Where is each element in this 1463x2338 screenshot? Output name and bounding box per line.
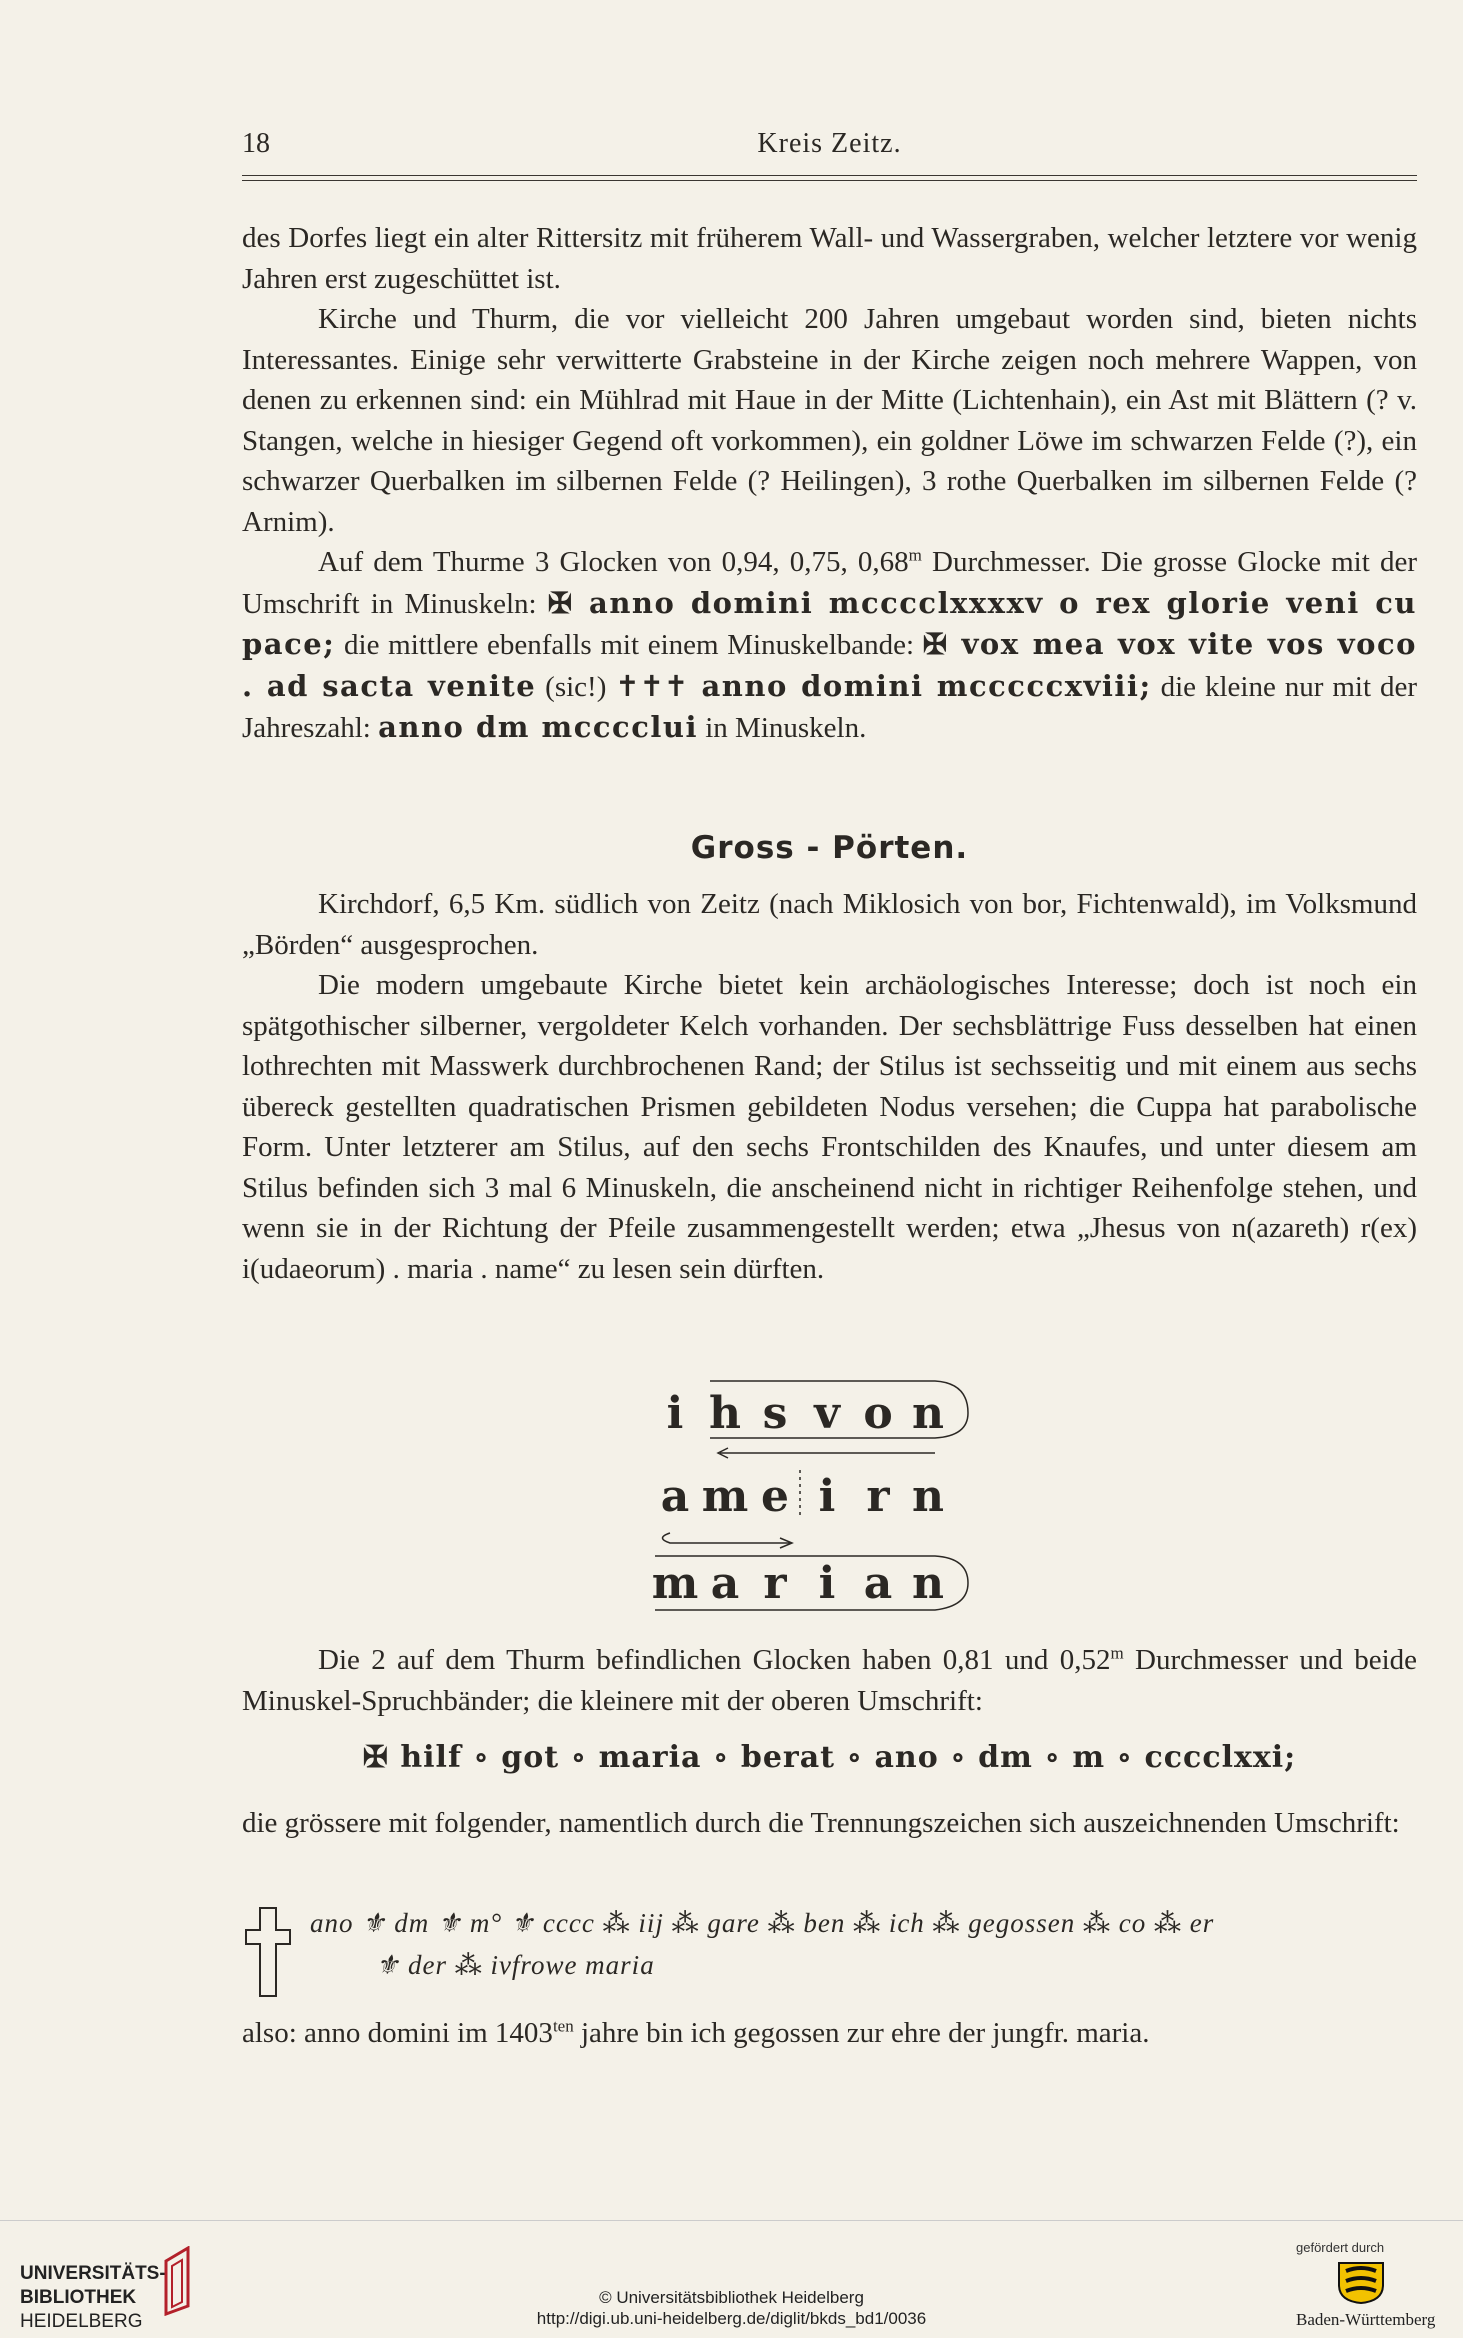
text-block-lower-2 — [242, 1803, 1417, 1844]
text-block-lower — [242, 1640, 1417, 1721]
text-block-middle — [242, 884, 1417, 1289]
inscription-large-bell-line-1: ano ⚜ dm ⚜ m° ⚜ cccc ⁂ iij ⁂ gare ⁂ ben ⁂ ich ⁂ gegossen ⁂ co ⁂ er — [310, 1908, 1215, 1938]
inscription-small-bell: ✠ hilf ∘ got ∘ maria ∘ berat ∘ ano ∘ dm ∘ m ∘ cccclxxi; — [362, 1740, 1297, 1775]
diagram-letter: a — [863, 1558, 893, 1609]
paragraph-4: Kirchdorf, 6,5 Km. südlich von Zeitz (nach Miklosich von bor, Fichtenwald), im Volksmund „Börden“ ausgesprochen. — [242, 888, 1417, 961]
diagram-letter: n — [912, 1388, 944, 1439]
source-url[interactable]: http://digi.ub.uni-heidelberg.de/diglit/bkds_bd1/0036 — [536, 2309, 927, 2328]
paragraph-7: die grössere mit folgender, namentlich durch die Trennungszeichen sich auszeichnenden Umschrift: — [242, 1807, 1400, 1839]
header-rule-thin — [242, 180, 1417, 181]
diagram-letter: h — [709, 1388, 741, 1439]
copyright-text: © Universitätsbibliothek Heidelberg — [599, 2288, 864, 2307]
state-emblem-icon — [1336, 2257, 1386, 2305]
diagram-letter: o — [863, 1388, 893, 1439]
diagram-letter: i — [666, 1388, 684, 1439]
text-block-final — [242, 2013, 1417, 2054]
diagram-letter: v — [814, 1388, 840, 1439]
page-header — [242, 128, 1417, 168]
minuscule-inscription-large-bell: ✠ anno domini mcccclxxxxv o rex glorie veni cu pace; — [242, 585, 1417, 661]
diagram-letter: r — [763, 1558, 787, 1609]
diagram-letter: n — [912, 1471, 944, 1522]
paragraph-8: also: anno domini im $1403^{ten}$ jahre bin ich gegossen zur ehre der jungfr. maria. — [242, 2016, 1150, 2049]
cross-icon — [244, 1906, 292, 1998]
text-block-upper — [242, 218, 1417, 749]
library-logo: UNIVERSITÄTS- BIBLIOTHEK HEIDELBERG — [20, 2263, 166, 2332]
section-heading: Gross - Pörten. — [690, 830, 969, 866]
diagram-letter: n — [912, 1558, 944, 1609]
header-rule — [242, 175, 1417, 176]
paragraph-5: Die modern umgebaute Kirche bietet kein archäologisches Interesse; doch ist noch ein spätgothischer silberner, vergoldeter Kelch vorhanden. Der sechsblättrige Fuss desselben hat einen lothrechten mit Masswerk durchbrochenen Rand; der Stilus ist sechsseitig und mit einem aus sechs übereck gestellten quadratischen Prismen gebildeten Nodus versehen; die Cuppa hat parabolische Form. Unter letzterer am Stilus, auf den sechs Frontschilden des Knaufes, und unter diesem am Stilus befinden sich 3 mal 6 Minuskeln, die anscheinend nicht in richtiger Reihenfolge stehen, und wenn sie in der Richtung der Pfeile zusammengestellt werden; etwa „Jhesus von n(azareth) r(ex) i(udaeorum) . maria . name“ zu lesen sein dürften. — [242, 969, 1417, 1285]
diagram-letter: i — [818, 1558, 836, 1609]
diagram-letter: s — [762, 1388, 788, 1439]
running-title: Kreis Zeitz. — [757, 128, 902, 159]
diagram-letter: a — [660, 1471, 690, 1522]
footer-rule — [0, 2220, 1463, 2221]
diagram-arrow-right — [663, 1533, 791, 1543]
minuscule-year: anno dm mcccclui — [378, 710, 698, 744]
paragraph-2: Kirche und Thurm, die vor vielleicht 200 Jahren umgebaut worden sind, bieten nichts Interessantes. Einige sehr verwitterte Grabsteine in der Kirche zeigen noch mehrere Wappen, von denen zu erkennen sind: ein Mühlrad mit Haue in der Mitte (Lichtenhain), ein Ast mit Blättern (? v. Stangen, welche in hiesiger Gegend oft vorkommen), ein goldner Löwe im schwarzen Felde (?), ein schwarzer Querbalken im silbernen Felde (? Heilingen), 3 rothe Querbalken im silbernen Felde (? Arnim). — [242, 303, 1417, 538]
inscription-large-bell-line-2: ⚜ der ⁂ ivfrowe maria — [375, 1950, 655, 1980]
triple-cross: ✝✝✝ — [615, 670, 689, 703]
diagram-letter: i — [818, 1471, 836, 1522]
diagram-letter: a — [710, 1558, 740, 1609]
funding-label: gefördert durch — [1296, 2240, 1385, 2255]
paragraph-1: des Dorfes liegt ein alter Rittersitz mit früherem Wall- und Wassergraben, welcher letztere vor wenig Jahren erst zugeschüttet ist. — [242, 222, 1417, 295]
diagram-letter: r — [866, 1471, 890, 1522]
diagram-letter: m — [651, 1558, 699, 1609]
paragraph-6: Die 2 auf dem Thurm befindlichen Glocken haben 0,81 und 0,52$^m$ Durchmesser und beide Minuskel-Spruchbänder; die kleinere mit der oberen Umschrift: — [242, 1643, 1417, 1717]
funder-name: Baden-Württemberg — [1296, 2310, 1436, 2329]
minuscule-diagram — [650, 1378, 980, 1618]
page-number: 18 — [242, 128, 270, 159]
diagram-letter: e — [761, 1471, 789, 1522]
minuscule-inscription-middle-bell: ✠ vox mea vox vite vos voco . ad sacta venite — [242, 627, 1417, 703]
paragraph-3: Auf dem Thurme 3 Glocken von 0,94, 0,75, 0,68$^m$ Durchmesser. Die grosse Glocke mit der Umschrift in Minuskeln: ✠ anno domini mcccclxxxxv o rex glorie veni cu pace; die mittlere ebenfalls mit einem Minuskelbande: ✠ vox mea vox vite vos voco . ad sacta venite (sic!) ✝✝✝ anno domini mcccccxviii; die kleine nur mit der Jahreszahl: anno dm mcccclui in Minuskeln. — [242, 545, 1417, 744]
copyright-notice — [0, 2287, 1463, 2329]
diagram-letter: m — [701, 1471, 749, 1522]
